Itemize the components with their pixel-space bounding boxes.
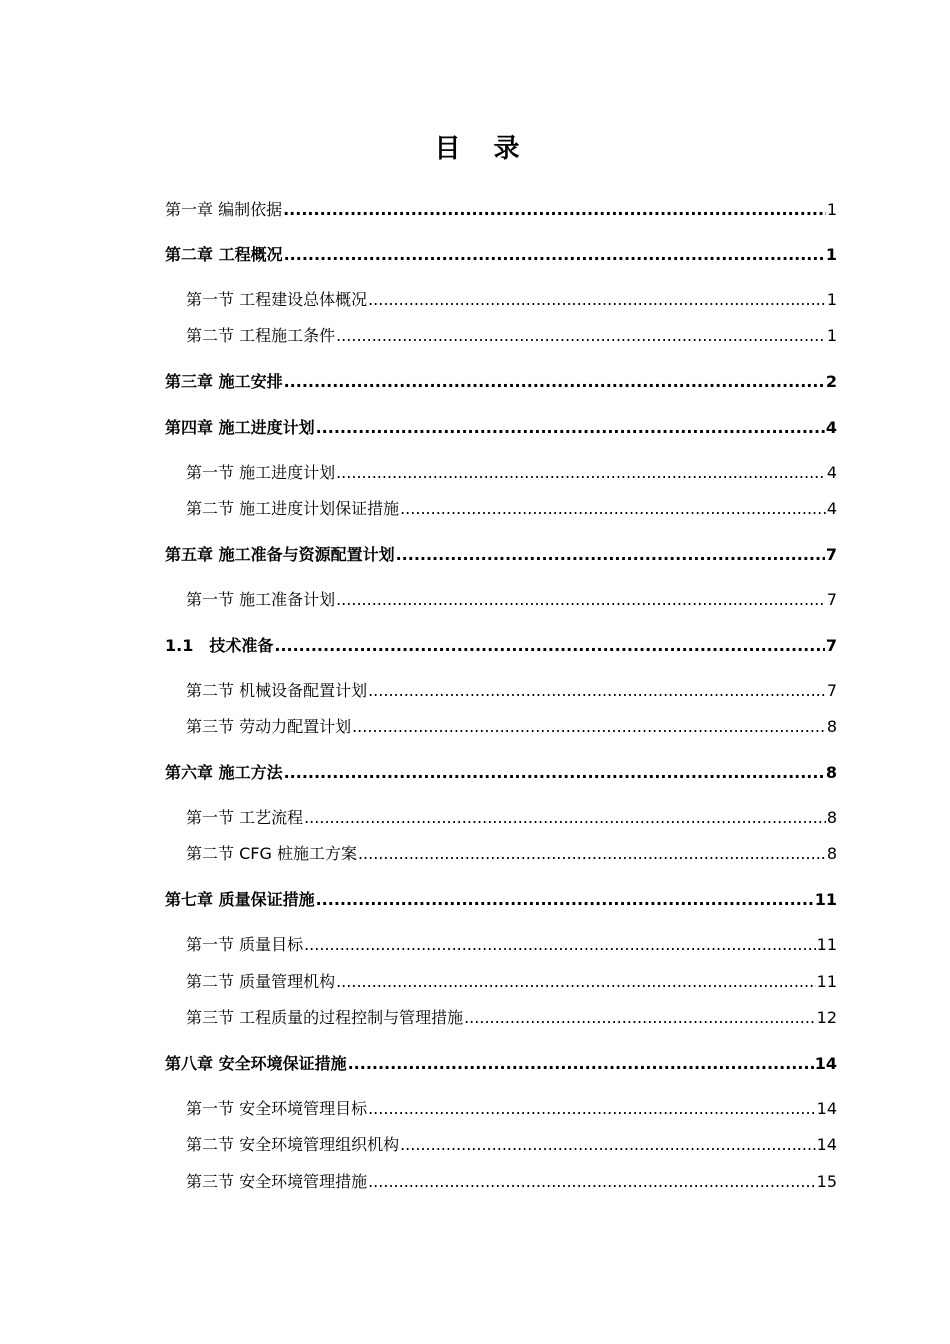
toc-dot-leader [316, 416, 825, 440]
toc-entry-label: 第三章 施工安排 [165, 372, 283, 391]
toc-entry-section[interactable] [186, 715, 837, 739]
toc-entry-label: 第七章 质量保证措施 [165, 890, 315, 909]
toc-entry-label: 第八章 安全环境保证措施 [165, 1054, 347, 1073]
toc-entry-section[interactable] [186, 933, 837, 957]
toc-dot-leader [464, 1006, 816, 1030]
toc-page-number: 14 [814, 1054, 837, 1073]
toc-entry-subsection[interactable] [165, 634, 837, 658]
toc-entry-label: 第一章 编制依据 [165, 200, 283, 219]
toc-entry-section[interactable] [186, 1097, 837, 1121]
toc-entry-label: 第二节 工程施工条件 [186, 326, 336, 345]
toc-page-number: 11 [814, 890, 837, 909]
toc-entry-section[interactable] [186, 1006, 837, 1030]
toc-dot-leader [274, 634, 825, 658]
toc-entry-chapter[interactable] [165, 1052, 837, 1076]
toc-entry-label: 第三节 安全环境管理措施 [186, 1172, 368, 1191]
toc-page-number: 12 [816, 1008, 837, 1027]
toc-dot-leader [336, 588, 826, 612]
toc-dot-leader [368, 1097, 816, 1121]
toc-dot-leader [368, 288, 826, 312]
toc-entry-label: 第二节 机械设备配置计划 [186, 681, 368, 700]
toc-dot-leader [336, 324, 826, 348]
toc-dot-leader [400, 1133, 816, 1157]
toc-entry-section[interactable] [186, 679, 837, 703]
toc-entry-section[interactable] [186, 806, 837, 830]
toc-dot-leader [304, 933, 816, 957]
toc-page-number: 8 [826, 808, 837, 827]
toc-entry-label: 第五章 施工准备与资源配置计划 [165, 545, 395, 564]
toc-dot-leader [400, 497, 826, 521]
toc-dot-leader [336, 970, 816, 994]
toc-entry-section[interactable] [186, 1133, 837, 1157]
toc-entry-section[interactable] [186, 970, 837, 994]
toc-entry-chapter[interactable] [165, 370, 837, 394]
toc-page-number: 1 [826, 290, 837, 309]
toc-entry-label: 第三节 劳动力配置计划 [186, 717, 352, 736]
toc-entry-label: 第一节 安全环境管理目标 [186, 1099, 368, 1118]
toc-entry-label: 1.1 技术准备 [165, 636, 274, 655]
toc-page-number: 7 [826, 681, 837, 700]
toc-entry-section[interactable] [186, 324, 837, 348]
toc-dot-leader [284, 243, 825, 267]
toc-dot-leader [284, 761, 825, 785]
toc-dot-leader [283, 198, 826, 222]
toc-page-number: 1 [825, 245, 837, 264]
toc-entry-section[interactable] [186, 1170, 837, 1194]
toc-page-number: 2 [825, 372, 837, 391]
toc-page-number: 4 [826, 463, 837, 482]
toc-dot-leader [352, 715, 826, 739]
toc-entry-label: 第一节 质量目标 [186, 935, 304, 954]
toc-entry-chapter[interactable] [165, 888, 837, 912]
toc-page-number: 15 [816, 1172, 837, 1191]
toc-page-number: 14 [816, 1135, 837, 1154]
toc-dot-leader [304, 806, 826, 830]
toc-entry-label: 第一节 施工准备计划 [186, 590, 336, 609]
toc-entry-label: 第六章 施工方法 [165, 763, 283, 782]
toc-entry-label: 第一节 工程建设总体概况 [186, 290, 368, 309]
toc-page-number: 8 [825, 763, 837, 782]
toc-entry-label: 第四章 施工进度计划 [165, 418, 315, 437]
toc-dot-leader [368, 679, 826, 703]
toc-dot-leader [368, 1170, 816, 1194]
toc-dot-leader [284, 370, 825, 394]
toc-dot-leader [358, 842, 826, 866]
toc-dot-leader [396, 543, 825, 567]
toc-dot-leader [348, 1052, 814, 1076]
toc-page-number: 7 [825, 636, 837, 655]
toc-page-number: 8 [826, 717, 837, 736]
toc-entry-label: 第二节 CFG 桩施工方案 [186, 844, 357, 863]
toc-page-number: 4 [825, 418, 837, 437]
toc-page-number: 14 [816, 1099, 837, 1118]
toc-entry-label: 第二节 质量管理机构 [186, 972, 336, 991]
toc-entry-section[interactable] [186, 461, 837, 485]
toc-page-number: 1 [826, 200, 837, 219]
toc-entry-chapter[interactable] [165, 198, 837, 222]
toc-page-number: 11 [816, 935, 837, 954]
toc-page-number: 11 [816, 972, 837, 991]
toc-page-number: 4 [826, 499, 837, 518]
toc-dot-leader [336, 461, 826, 485]
toc-entry-chapter[interactable] [165, 416, 837, 440]
toc-entry-chapter[interactable] [165, 761, 837, 785]
toc-page-number: 1 [826, 326, 837, 345]
toc-entry-label: 第一节 工艺流程 [186, 808, 304, 827]
toc-page-number: 8 [826, 844, 837, 863]
toc-entry-label: 第二节 施工进度计划保证措施 [186, 499, 400, 518]
toc-dot-leader [316, 888, 814, 912]
toc-entry-label: 第三节 工程质量的过程控制与管理措施 [186, 1008, 464, 1027]
toc-page-number: 7 [826, 590, 837, 609]
toc-entry-section[interactable] [186, 288, 837, 312]
toc-entry-chapter[interactable] [165, 543, 837, 567]
toc-entry-section[interactable] [186, 497, 837, 521]
toc-entry-label: 第二节 安全环境管理组织机构 [186, 1135, 400, 1154]
toc-page-number: 7 [825, 545, 837, 564]
toc-entry-chapter[interactable] [165, 243, 837, 267]
toc-entry-section[interactable] [186, 588, 837, 612]
toc-entry-label: 第一节 施工进度计划 [186, 463, 336, 482]
toc-entry-section[interactable] [186, 842, 837, 866]
toc-title: 目 录 [434, 134, 532, 164]
toc-entry-label: 第二章 工程概况 [165, 245, 283, 264]
